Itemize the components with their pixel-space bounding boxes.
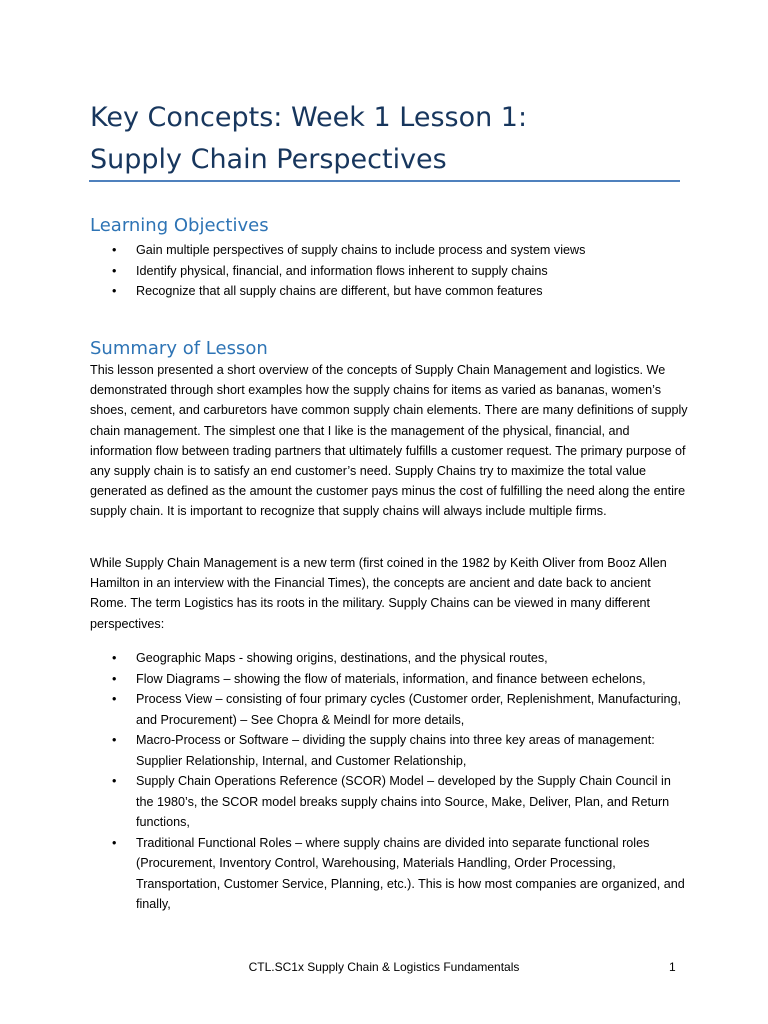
list-item-text: Macro-Process or Software – dividing the supply chains into three key areas of management: Supplier Relationship, Internal, and Customer Relationship,	[136, 733, 655, 768]
perspectives-list	[90, 648, 690, 915]
bullet-icon: •	[112, 733, 117, 747]
bullet-icon: •	[112, 263, 117, 278]
list-item	[90, 771, 690, 833]
title-underline	[89, 180, 680, 182]
list-item	[90, 648, 690, 669]
list-item-text: Traditional Functional Roles – where supply chains are divided into separate functional roles (Procurement, Inventory Control, Warehousing, Materials Handling, Order Processing, Transportation, Customer Service, Planning, etc.). This is how most companies are organized, and finally,	[136, 835, 685, 911]
list-item	[90, 669, 690, 690]
bullet-icon: •	[112, 774, 117, 788]
list-item	[90, 281, 690, 302]
list-item	[90, 689, 690, 730]
title-line-2: Supply Chain Perspectives	[90, 144, 447, 175]
list-item-text: Geographic Maps - showing origins, destinations, and the physical routes,	[136, 651, 548, 665]
list-item-text: Supply Chain Operations Reference (SCOR) Model – developed by the Supply Chain Council in the 1980’s, the SCOR model breaks supply chains into Source, Make, Deliver, Plan, and Return functions,	[136, 774, 671, 829]
title-line-1: Key Concepts: Week 1 Lesson 1:	[90, 102, 528, 133]
summary-heading: Summary of Lesson	[90, 338, 268, 359]
summary-paragraph-2: While Supply Chain Management is a new term (first coined in the 1982 by Keith Oliver from Booz Allen Hamilton in an interview with the Financial Times), the concepts are ancient and date back to ancient Rome. The term Logistics has its roots in the military. Supply Chains can be viewed in many different perspectives:	[90, 556, 667, 631]
list-item-text: Flow Diagrams – showing the flow of materials, information, and finance between echelons,	[136, 671, 646, 686]
bullet-icon: •	[112, 692, 117, 706]
list-item-text: Process View – consisting of four primary cycles (Customer order, Replenishment, Manufacturing, and Procurement) – See Chopra & Meindl for more details,	[136, 692, 682, 727]
bullet-icon: •	[112, 651, 117, 665]
document-title	[90, 97, 690, 181]
footer-course-title: CTL.SC1x Supply Chain & Logistics Fundamentals	[248, 960, 520, 974]
list-item	[90, 833, 690, 915]
learning-objectives-heading: Learning Objectives	[90, 215, 269, 236]
list-item-text: Identify physical, financial, and information flows inherent to supply chains	[136, 263, 548, 278]
bullet-icon: •	[112, 671, 117, 686]
learning-objectives-list	[90, 240, 690, 302]
bullet-icon: •	[112, 284, 117, 298]
bullet-icon: •	[112, 835, 117, 850]
summary-paragraph-1: This lesson presented a short overview of the concepts of Supply Chain Management and logistics. We demonstrated through short examples how the supply chains for items as varied as bananas, women’s shoes, cement, and carburetors have common supply chain elements. There are many definitions of supply chain management. The simplest one that I like is the management of the physical, financial, and information flow between trading partners that ultimately fulfills a customer request. The primary purpose of any supply chain is to satisfy an end customer’s need. Supply Chains try to maximize the total value generated as defined as the amount the customer pays minus the cost of fulfilling the need along the entire supply chain. It is important to recognize that supply chains will always include multiple firms.	[90, 363, 688, 519]
page-number: 1	[669, 960, 676, 974]
list-item	[90, 261, 690, 282]
bullet-icon: •	[112, 243, 117, 257]
list-item	[90, 240, 690, 261]
list-item-text: Gain multiple perspectives of supply chains to include process and system views	[136, 243, 586, 257]
list-item	[90, 730, 690, 771]
list-item-text: Recognize that all supply chains are different, but have common features	[136, 284, 543, 298]
